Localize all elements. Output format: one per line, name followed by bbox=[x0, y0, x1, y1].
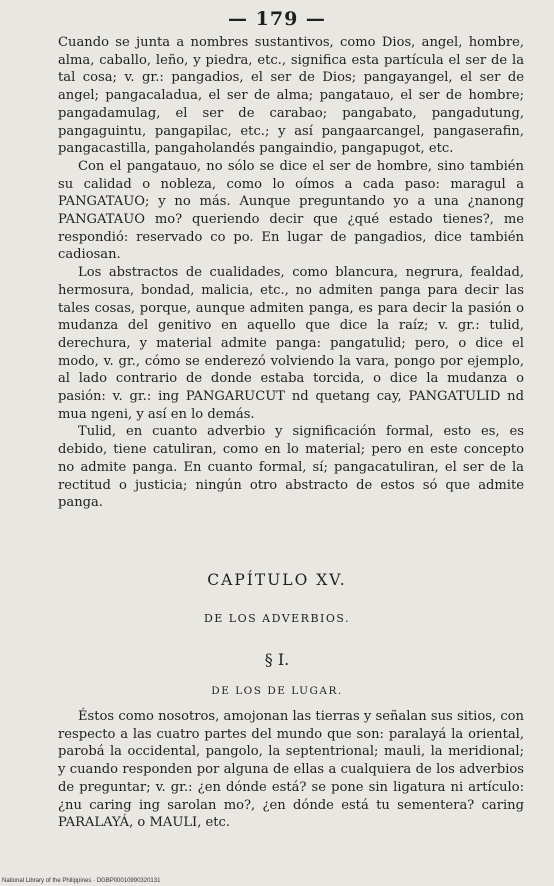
footer-credit: National Library of the Philippines · DGBP00010990320131 bbox=[2, 878, 161, 884]
section-subtitle: DE LOS DE LUGAR. bbox=[211, 685, 343, 697]
paragraph: Con el pangatauo, no sólo se dice el ser de hombre, sino también su calidad o nobleza, como lo oímos a cada paso: maragul a PANGATAUO; y no más. Aunque preguntando yo a una ¿nanong PANGATAUO mo? queriendo decir que ¿qué estado tienes?, me respondió: reservado co po. En lugar de pangadios, dice también cadiosan. bbox=[58, 158, 524, 263]
page-number-header: — 179 — bbox=[228, 8, 326, 30]
paragraph: Los abstractos de cualidades, como blancura, negrura, fealdad, hermosura, bondad, malicia, etc., no admiten panga para decir las tales cosas, porque, aunque admiten panga, es para decir la pasión o mudanza del genitivo en aquello que dice la raíz; v. gr.: tulid, derechura, y material admite panga: pangatulid; pero, o dice el modo, v. gr., cómo se enderezó volviendo la vara, pongo por ejemplo, al lado contrario de donde estaba torcida, o dice la mudanza o pasión: v. gr.: ing PANGARUCUT nd quetang cay, PANGATULID nd mua ngeni, y así en lo demás. bbox=[58, 265, 524, 422]
paragraph: Tulid, en cuanto adverbio y significación formal, esto es, es debido, tiene catuliran, como en lo material; pero en este concepto no admite panga. En cuanto formal, sí; pangacatuliran, el ser de la rectitud o justicia; ningún otro abstracto de estos só que admite panga. bbox=[58, 424, 524, 511]
chapter-subtitle: DE LOS ADVERBIOS. bbox=[203, 612, 351, 625]
paragraph: Éstos como nosotros, amojonan las tierras y señalan sus sitios, con respecto a las cuatro partes del mundo que son: paralayá la oriental, parobá la occidental, pangolo, la septentrional; mauli, la meridional; y cuando responden por alguna de ellas a cualquiera de los adverbios de preguntar; v. gr.: ¿en dónde está? se pone sin ligatura ni artículo: ¿nu caring ing sarolan mo?, ¿en dónde está tu sementera? caring PARALAYÁ, o MAULI, etc. bbox=[58, 709, 524, 831]
chapter-title: CAPÍTULO XV. bbox=[207, 571, 347, 589]
text-block-bottom bbox=[58, 708, 524, 832]
section-number: § I. bbox=[264, 650, 290, 669]
paragraph: Cuando se junta a nombres sustantivos, como Dios, angel, hombre, alma, caballo, leño, y piedra, etc., significa esta partícula el ser de la tal cosa; v. gr.: pangadios, el ser de Dios; pangayangel, el ser de angel; pangacaladua, el ser de alma; pangatauo, el ser de hombre; pangadamulag, el ser de carabao; pangabato, pangadutung, pangaguintu, pangapilac, etc.; y así pangaarcangel, pangaserafin, pangacastilla, pangaholandés pangaindio, pangapugot, etc. bbox=[58, 35, 524, 157]
text-block-top bbox=[58, 34, 524, 512]
